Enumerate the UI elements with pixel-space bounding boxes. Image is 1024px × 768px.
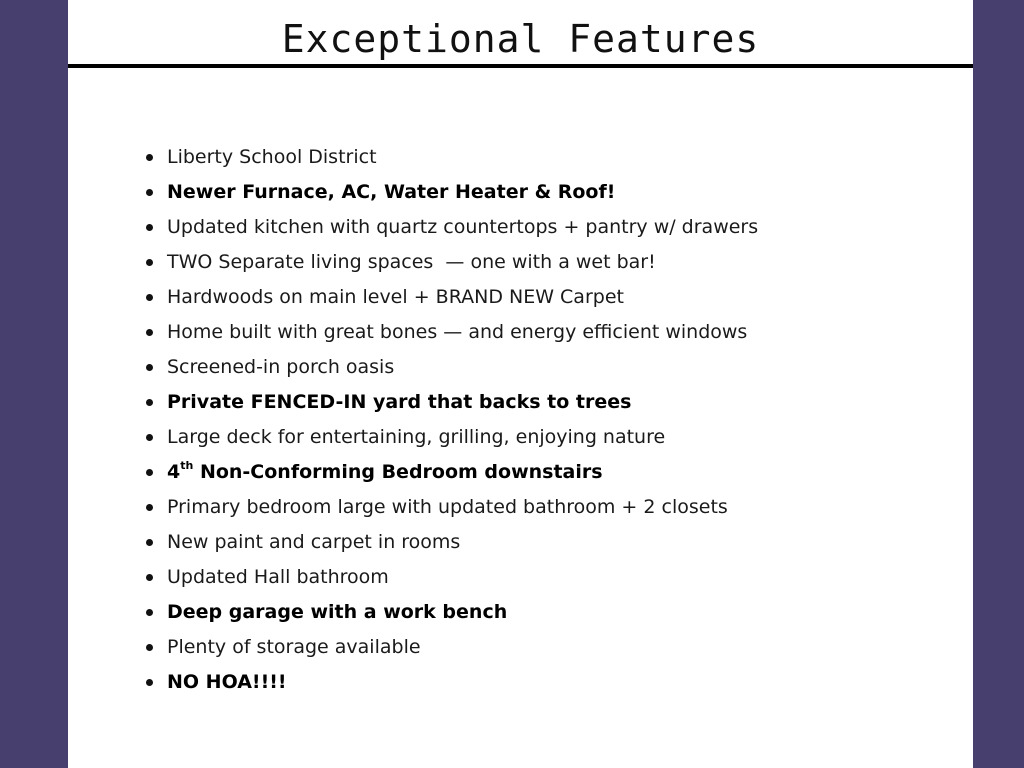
feature-text: Updated Hall bathroom [167,566,389,588]
feature-text: Home built with great bones — and energy efficient windows [167,321,748,343]
feature-item [146,175,758,210]
feature-item [146,595,758,630]
feature-text: Screened-in porch oasis [167,356,395,378]
feature-item [146,665,758,700]
bullet-icon [146,504,153,511]
feature-text: Updated kitchen with quartz countertops + pantry w/ drawers [167,216,759,238]
feature-item [146,140,758,175]
feature-text: Deep garage with a work bench [167,601,508,623]
feature-item [146,455,758,490]
feature-text: TWO Separate living spaces — one with a wet bar! [167,251,656,273]
bullet-icon [146,434,153,441]
feature-list [146,140,758,700]
feature-item [146,490,758,525]
bullet-icon [146,644,153,651]
feature-text: Hardwoods on main level + BRAND NEW Carpet [167,286,624,308]
bullet-icon [146,154,153,161]
feature-item [146,385,758,420]
feature-text: New paint and carpet in rooms [167,531,461,553]
bullet-icon [146,259,153,266]
feature-item [146,560,758,595]
bullet-icon [146,329,153,336]
bullet-icon [146,399,153,406]
feature-item [146,525,758,560]
bullet-icon [146,294,153,301]
page-title: Exceptional Features [281,17,760,61]
feature-item [146,420,758,455]
feature-text: NO HOA!!!! [167,671,287,693]
bullet-icon [146,224,153,231]
feature-item [146,245,758,280]
feature-text [167,461,603,483]
feature-item [146,280,758,315]
bullet-icon [146,469,153,476]
title-divider [68,64,973,68]
left-side-band [0,0,68,768]
feature-item [146,350,758,385]
feature-text: Private FENCED-IN yard that backs to trees [167,391,632,413]
feature-text: Primary bedroom large with updated bathroom + 2 closets [167,496,728,518]
ordinal-number: 4 [167,461,181,483]
ordinal-suffix: th [180,459,194,472]
feature-item [146,210,758,245]
feature-text: Newer Furnace, AC, Water Heater & Roof! [167,181,616,203]
feature-item [146,630,758,665]
feature-text: Large deck for entertaining, grilling, enjoying nature [167,426,666,448]
bullet-icon [146,679,153,686]
bullet-icon [146,189,153,196]
document-sheet [68,0,973,768]
feature-text: Plenty of storage available [167,636,421,658]
feature-item [146,315,758,350]
right-side-band [973,0,1024,768]
bullet-icon [146,574,153,581]
feature-text: Liberty School District [167,146,377,168]
feature-text-rest: Non-Conforming Bedroom downstairs [193,461,603,483]
bullet-icon [146,539,153,546]
bullet-icon [146,609,153,616]
bullet-icon [146,364,153,371]
